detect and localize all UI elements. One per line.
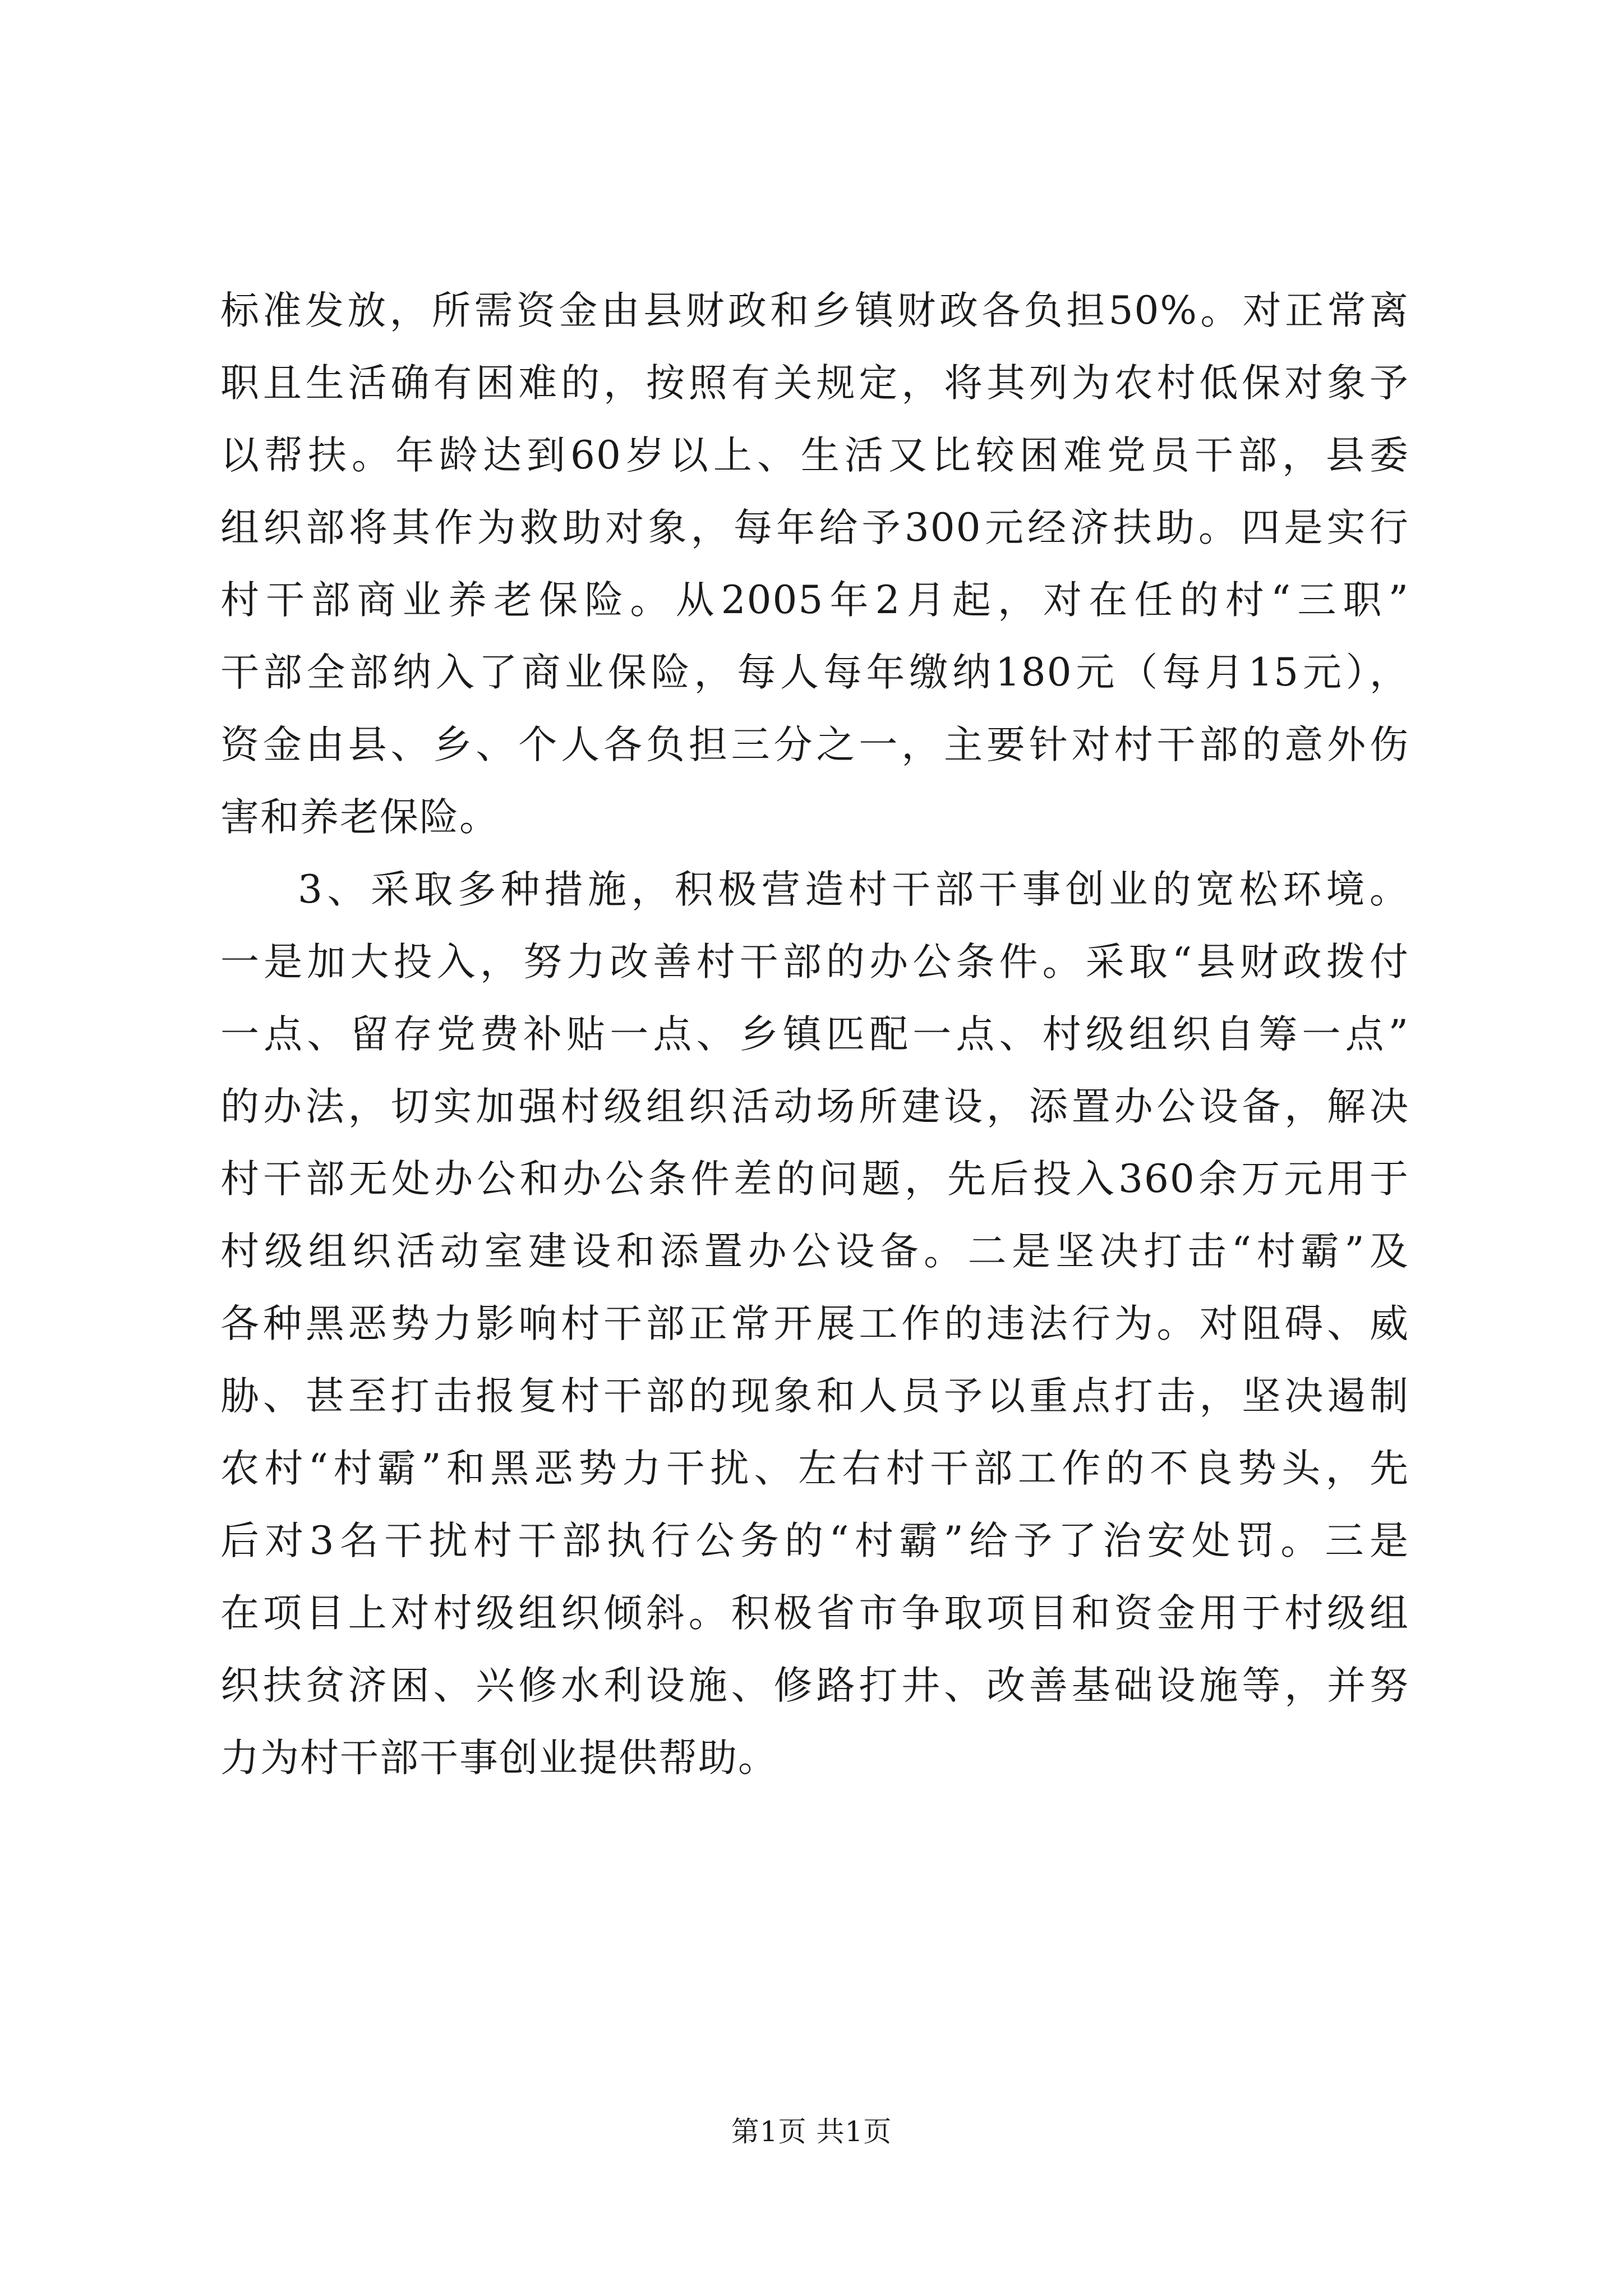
page-number-footer: 第1页 共1页 — [731, 2115, 892, 2148]
paragraph-1-line-4: 组织部将其作为救助对象，每年给予300元经济扶助。四是实行 — [220, 505, 1409, 550]
paragraph-2-line-13: 力为村干部干事创业提供帮助。 — [220, 1736, 778, 1780]
paragraph-1-line-1: 标准发放，所需资金由县财政和乡镇财政各负担50%。对正常离 — [220, 288, 1409, 333]
paragraph-2-line-4: 的办法，切实加强村级组织活动场所建设，添置办公设备，解决 — [220, 1084, 1409, 1129]
paragraph-1-line-7: 资金由县、乡、个人各负担三分之一，主要针对村干部的意外伤 — [220, 723, 1409, 767]
paragraph-1-line-2: 职且生活确有困难的，按照有关规定，将其列为农村低保对象予 — [220, 361, 1409, 406]
paragraph-2-line-9: 农村“村霸”和黑恶势力干扰、左右村干部工作的不良势头，先 — [220, 1446, 1409, 1491]
paragraph-1-line-3: 以帮扶。年龄达到60岁以上、生活又比较困难党员干部，县委 — [220, 433, 1409, 478]
paragraph-2-line-1: 3、采取多种措施，积极营造村干部干事创业的宽松环境。 — [298, 867, 1409, 912]
paragraph-2-line-2: 一是加大投入，努力改善村干部的办公条件。采取“县财政拨付 — [220, 940, 1409, 984]
paragraph-2-line-11: 在项目上对村级组织倾斜。积极省市争取项目和资金用于村级组 — [220, 1591, 1409, 1636]
paragraph-2-line-12: 织扶贫济困、兴修水利设施、修路打井、改善基础设施等，并努 — [220, 1663, 1409, 1708]
paragraph-2-line-6: 村级组织活动室建设和添置办公设备。二是坚决打击“村霸”及 — [220, 1229, 1409, 1274]
paragraph-1-line-5: 村干部商业养老保险。从2005年2月起，对在任的村“三职” — [220, 578, 1409, 623]
paragraph-2-line-8: 胁、甚至打击报复村干部的现象和人员予以重点打击，坚决遏制 — [220, 1374, 1409, 1419]
paragraph-1-line-8: 害和养老保险。 — [220, 795, 499, 840]
document-body — [220, 275, 1409, 1795]
paragraph-2-line-5: 村干部无处办公和办公条件差的问题，先后投入360余万元用于 — [220, 1157, 1409, 1202]
paragraph-1-line-6: 干部全部纳入了商业保险，每人每年缴纳180元（每月15元）， — [220, 650, 1409, 695]
paragraph-2-line-7: 各种黑恶势力影响村干部正常开展工作的违法行为。对阻碍、威 — [220, 1301, 1409, 1346]
paragraph-2-line-10: 后对3名干扰村干部执行公务的“村霸”给予了治安处罚。三是 — [220, 1519, 1409, 1563]
paragraph-2-line-3: 一点、留存党费补贴一点、乡镇匹配一点、村级组织自筹一点” — [220, 1012, 1409, 1057]
